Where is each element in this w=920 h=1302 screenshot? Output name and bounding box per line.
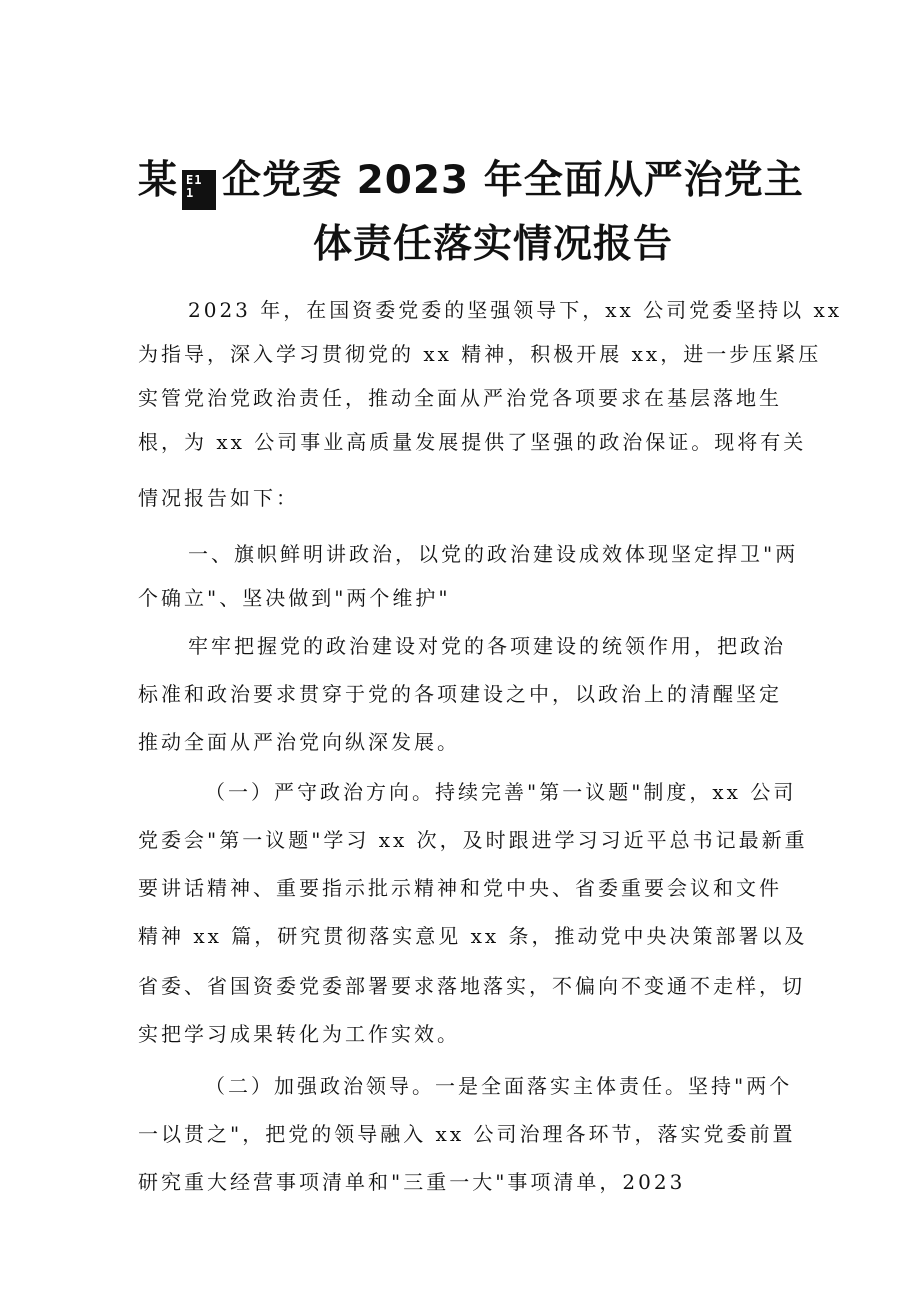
document-title-line-1 [138, 158, 804, 210]
paragraph-line: 牢牢把握党的政治建设对党的各项建设的统领作用，把政治 [188, 634, 786, 658]
paragraph-line: 为指导，深入学习贯彻党的 xx 精神，积极开展 xx，进一步压紧压 [138, 342, 822, 366]
paragraph-line: 根，为 xx 公司事业高质量发展提供了坚强的政治保证。现将有关 [138, 430, 807, 454]
paragraph-line: 研究重大经营事项清单和"三重一大"事项清单，2023 [138, 1170, 686, 1194]
title-prefix: 某 [138, 158, 179, 203]
paragraph-line: 党委会"第一议题"学习 xx 次，及时跟进学习习近平总书记最新重 [138, 828, 808, 852]
title-suffix: 企党委 2023 年全面从严治党主 [222, 158, 804, 203]
paragraph-line: 标准和政治要求贯穿于党的各项建设之中，以政治上的清醒坚定 [138, 682, 782, 706]
paragraph-line: 2023 年，在国资委党委的坚强领导下，xx 公司党委坚持以 xx [188, 298, 843, 322]
paragraph-line: 省委、省国资委党委部署要求落地落实，不偏向不变通不走样，切 [138, 974, 805, 998]
paragraph-line: 推动全面从严治党向纵深发展。 [138, 730, 460, 754]
paragraph-line: 情况报告如下： [138, 486, 299, 510]
paragraph-line: （二）加强政治领导。一是全面落实主体责任。坚持"两个 [205, 1074, 793, 1098]
paragraph-line: 实管党治党政治责任，推动全面从严治党各项要求在基层落地生 [138, 386, 782, 410]
paragraph-line: 一以贯之"，把党的领导融入 xx 公司治理各环节，落实党委前置 [138, 1122, 796, 1146]
document-title-line-2: 体责任落实情况报告 [313, 222, 674, 267]
section-heading-line: 一、旗帜鲜明讲政治，以党的政治建设成效体现坚定捍卫"两 [188, 542, 799, 566]
paragraph-line: 精神 xx 篇，研究贯彻落实意见 xx 条，推动党中央决策部署以及 [138, 924, 808, 948]
paragraph-line: （一）严守政治方向。持续完善"第一议题"制度，xx 公司 [205, 780, 797, 804]
section-heading-line: 个确立"、坚决做到"两个维护" [138, 586, 451, 610]
missing-glyph-box: E1 1 [182, 170, 216, 210]
paragraph-line: 要讲话精神、重要指示批示精神和党中央、省委重要会议和文件 [138, 876, 782, 900]
paragraph-line: 实把学习成果转化为工作实效。 [138, 1022, 460, 1046]
